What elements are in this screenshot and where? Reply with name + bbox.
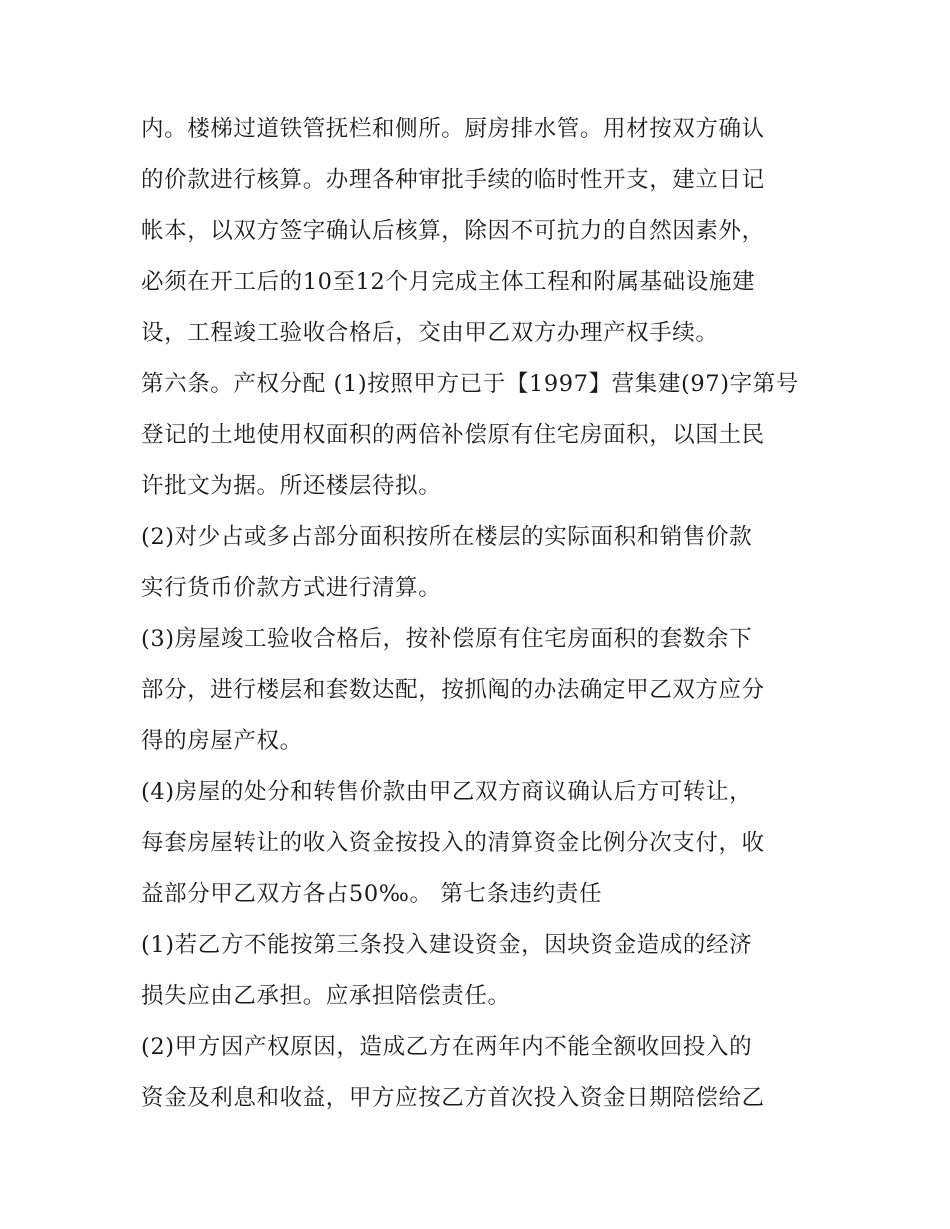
text-line: 资金及利息和收益，甲方应按乙方首次投入资金日期陪偿给乙 [141, 1085, 765, 1111]
text-line: 得的房屋产权。 [141, 728, 303, 754]
text-line: 设，工程竣工验收合格后，交由甲乙双方办理产权手续。 [141, 320, 719, 346]
document-body [141, 104, 821, 1124]
text-line: 实行货币价款方式进行清算。 [141, 575, 442, 601]
text-line: 登记的土地使用权面积的两倍补偿原有住宅房面积，以国土民 [141, 422, 765, 448]
text-line: 许批文为据。所还楼层待拟。 [141, 473, 442, 499]
text-line: (3)房屋竣工验收合格后，按补偿原有住宅房面积的套数余下 [141, 626, 753, 652]
text-line: 内。楼梯过道铁管抚栏和侧所。厨房排水管。用材按双方确认 [141, 116, 765, 142]
text-line: 益部分甲乙双方各占50‰。 第七条违约责任 [141, 881, 603, 907]
text-line: 的价款进行核算。办理各种审批手续的临时性开支，建立日记 [141, 167, 765, 193]
text-line: (2)对少占或多占部分面积按所在楼层的实际面积和销售价款 [141, 524, 753, 550]
text-line: 每套房屋转让的收入资金按投入的清算资金比例分次支付，收 [141, 830, 765, 856]
text-line: (2)甲方因产权原因，造成乙方在两年内不能全额收回投入的 [141, 1034, 753, 1060]
text-line: 第六条。产权分配 (1)按照甲方已于【1997】营集建(97)字第号 [141, 371, 799, 397]
text-line: 帐本，以双方签字确认后核算，除因不可抗力的自然因素外， [141, 218, 765, 244]
text-line: (1)若乙方不能按第三条投入建设资金，因块资金造成的经济 [141, 932, 753, 958]
text-line: 必须在开工后的10至12个月完成主体工程和附属基础设施建 [141, 269, 756, 295]
text-line: 部分，进行楼层和套数达配，按抓阄的办法确定甲乙双方应分 [141, 677, 765, 703]
text-line: 损失应由乙承担。应承担陪偿责任。 [141, 983, 511, 1009]
text-line: (4)房屋的处分和转售价款由甲乙双方商议确认后方可转让， [141, 779, 753, 805]
